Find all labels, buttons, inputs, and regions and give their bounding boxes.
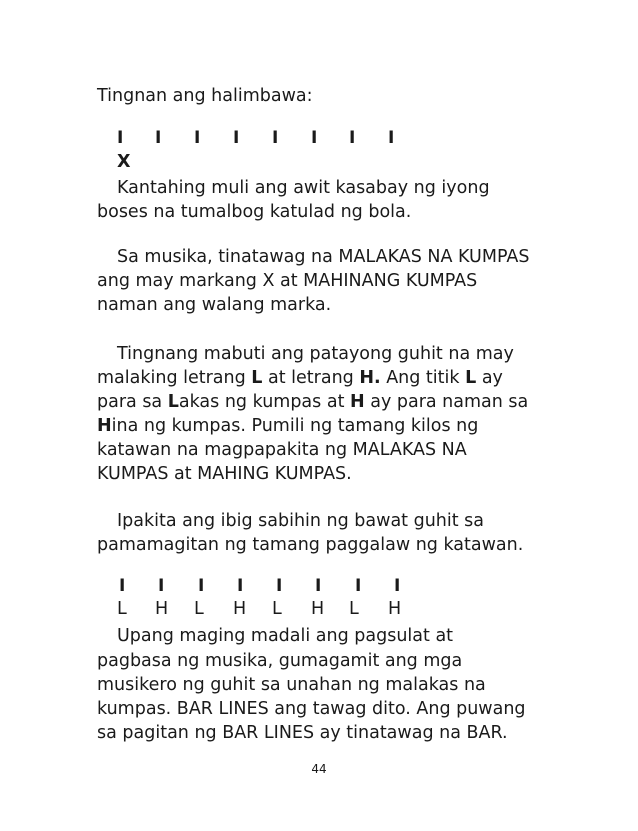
paragraph-line: Sa musika, tinatawag na MALAKAS NA KUMPAS: [117, 247, 530, 267]
paragraph-line: katawan na magpapakita ng MALAKAS NA: [97, 440, 467, 460]
strong-beat-mark: X: [117, 152, 131, 172]
paragraph-line: pagbasa ng musika, gumagamit ang mga: [97, 651, 463, 671]
paragraph-line: Upang maging madali ang pagsulat at: [117, 626, 454, 646]
bar-line: I: [237, 576, 244, 596]
paragraph-line: Ipakita ang ibig sabihin ng bawat guhit sa: [117, 511, 485, 531]
paragraph-line: boses na tumalbog katulad ng bola.: [97, 202, 412, 222]
paragraph-line: pamamagitan ng tamang paggalaw ng katawan.: [97, 535, 524, 555]
beat-letter: L: [349, 599, 359, 619]
paragraph-line: malaking letrang L at letrang H. Ang titik L ay: [97, 368, 503, 388]
bar-line: I: [311, 128, 318, 148]
bar-line: I: [388, 128, 395, 148]
beat-letter: L: [194, 599, 204, 619]
beat-letter: L: [272, 599, 282, 619]
bar-line: I: [315, 576, 322, 596]
paragraph-line: ang may markang X at MAHINANG KUMPAS: [97, 271, 478, 291]
bar-line: I: [272, 128, 279, 148]
bar-line: I: [117, 128, 124, 148]
bar-line: I: [198, 576, 205, 596]
paragraph-line: Hina ng kumpas. Pumili ng tamang kilos ng: [97, 416, 479, 436]
paragraph-line: Tingnang mabuti ang patayong guhit na may: [117, 344, 514, 364]
page-number: 44: [311, 762, 327, 776]
beat-letter: H: [155, 599, 169, 619]
intro-text: Tingnan ang halimbawa:: [97, 86, 313, 106]
bar-line: I: [194, 128, 201, 148]
bar-line: I: [233, 128, 240, 148]
paragraph-line: sa pagitan ng BAR LINES ay tinatawag na BAR.: [97, 723, 508, 743]
beat-letter: H: [311, 599, 325, 619]
beat-letter: H: [388, 599, 402, 619]
bar-line: I: [119, 576, 126, 596]
bar-line: I: [355, 576, 362, 596]
paragraph-line: para sa Lakas ng kumpas at H ay para naman sa: [97, 392, 529, 412]
paragraph-line: musikero ng guhit sa unahan ng malakas na: [97, 675, 486, 695]
bar-line: I: [158, 576, 165, 596]
bar-line: I: [276, 576, 283, 596]
paragraph-line: kumpas. BAR LINES ang tawag dito. Ang puwang: [97, 699, 526, 719]
bar-line: I: [349, 128, 356, 148]
bar-line: I: [394, 576, 401, 596]
bar-line: I: [155, 128, 162, 148]
paragraph-line: Kantahing muli ang awit kasabay ng iyong: [117, 178, 490, 198]
beat-letter: H: [233, 599, 247, 619]
paragraph-line: KUMPAS at MAHING KUMPAS.: [97, 464, 352, 484]
beat-letter: L: [117, 599, 127, 619]
paragraph-line: naman ang walang marka.: [97, 295, 332, 315]
